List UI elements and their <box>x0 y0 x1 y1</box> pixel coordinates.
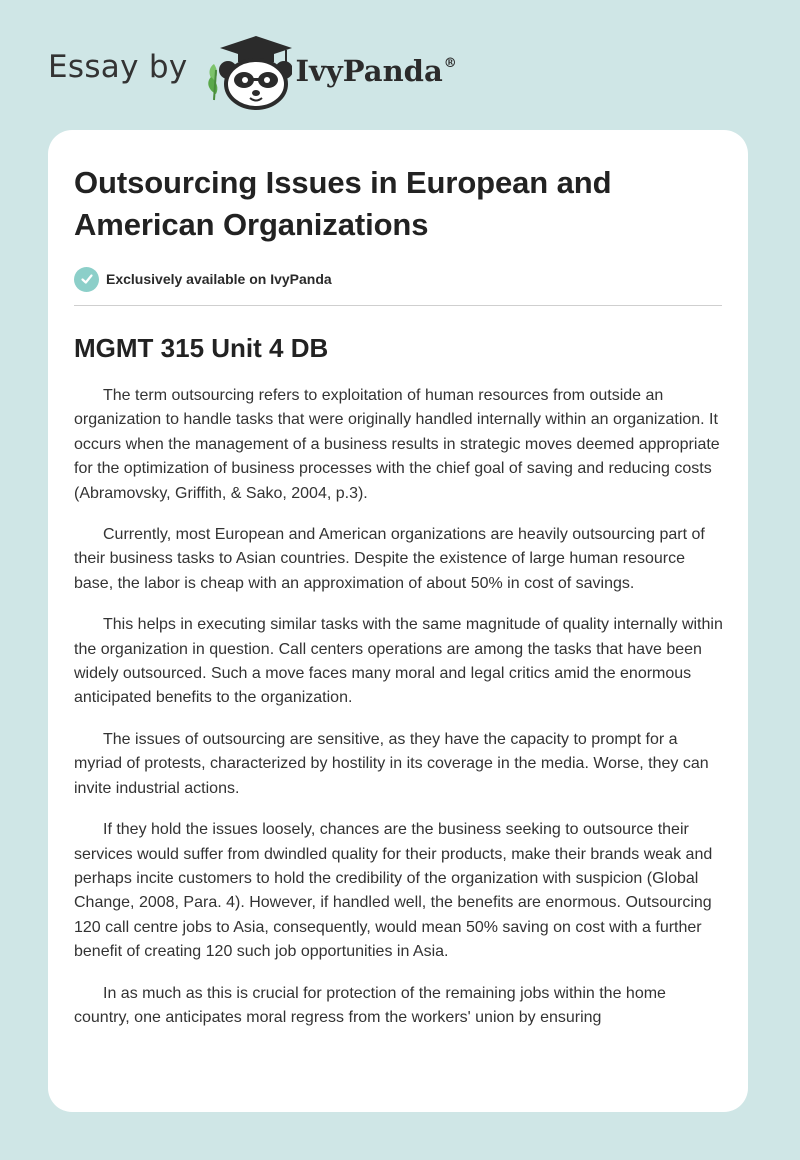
panda-logo-icon[interactable] <box>202 30 292 110</box>
exclusive-label: Exclusively available on IvyPanda <box>106 271 332 287</box>
article-card <box>48 130 748 1112</box>
article-title: Outsourcing Issues in European and American Organizations <box>74 165 612 242</box>
paragraph-3: This helps in executing similar tasks with the same magnitude of quality internally within the organization in question. Call centers operations are among the tasks that have been widely outsourced. Such a move faces many moral and legal critics amid the enormous anticipated benefits to the organization. <box>74 616 723 707</box>
paragraph-6: In as much as this is crucial for protection of the remaining jobs within the home country, one anticipates moral regress from the workers' union by ensuring <box>74 984 666 1026</box>
site-header <box>48 30 457 110</box>
paragraph-2: Currently, most European and American organizations are heavily outsourcing part of their business tasks to Asian countries. Despite the existence of large human resource base, the labor is cheap with an approximation of about 50% in cost of savings. <box>74 526 705 592</box>
essay-by-label: Essay by <box>48 49 188 85</box>
paragraph-5: If they hold the issues loosely, chances are the business seeking to outsource their services would suffer from dwindled quality for their products, make their brands weak and perhaps incite customers to hold the credibility of the organization with suspicion (Global Change, 2008, Para. 4). However, if handled well, the benefits are enormous. Outsourcing 120 call centre jobs to Asia, consequently, would mean 50% saving on cost with a further benefit of creating 120 such job opportunities in Asia. <box>74 821 713 961</box>
brand-name[interactable]: IvyPanda® <box>295 54 457 88</box>
section-title: MGMT 315 Unit 4 DB <box>74 333 329 363</box>
registered-mark: ® <box>443 56 457 71</box>
paragraph-4: The issues of outsourcing are sensitive, as they have the capacity to prompt for a myriad of protests, characterized by hostility in its coverage in the media. Worse, they can invite industrial actions. <box>74 730 709 797</box>
check-circle-icon <box>74 267 99 292</box>
paragraph-1: The term outsourcing refers to exploitation of human resources from outside an organization to handle tasks that were originally handled internally within an organization. It occurs when the management of a business results in strategic moves deemed appropriate for the optimization of business processes with the chief goal of saving and reducing costs (Abramovsky, Griffith, & Sako, 2004, p.3). <box>74 387 720 502</box>
exclusive-badge <box>74 266 722 292</box>
divider <box>74 305 722 306</box>
